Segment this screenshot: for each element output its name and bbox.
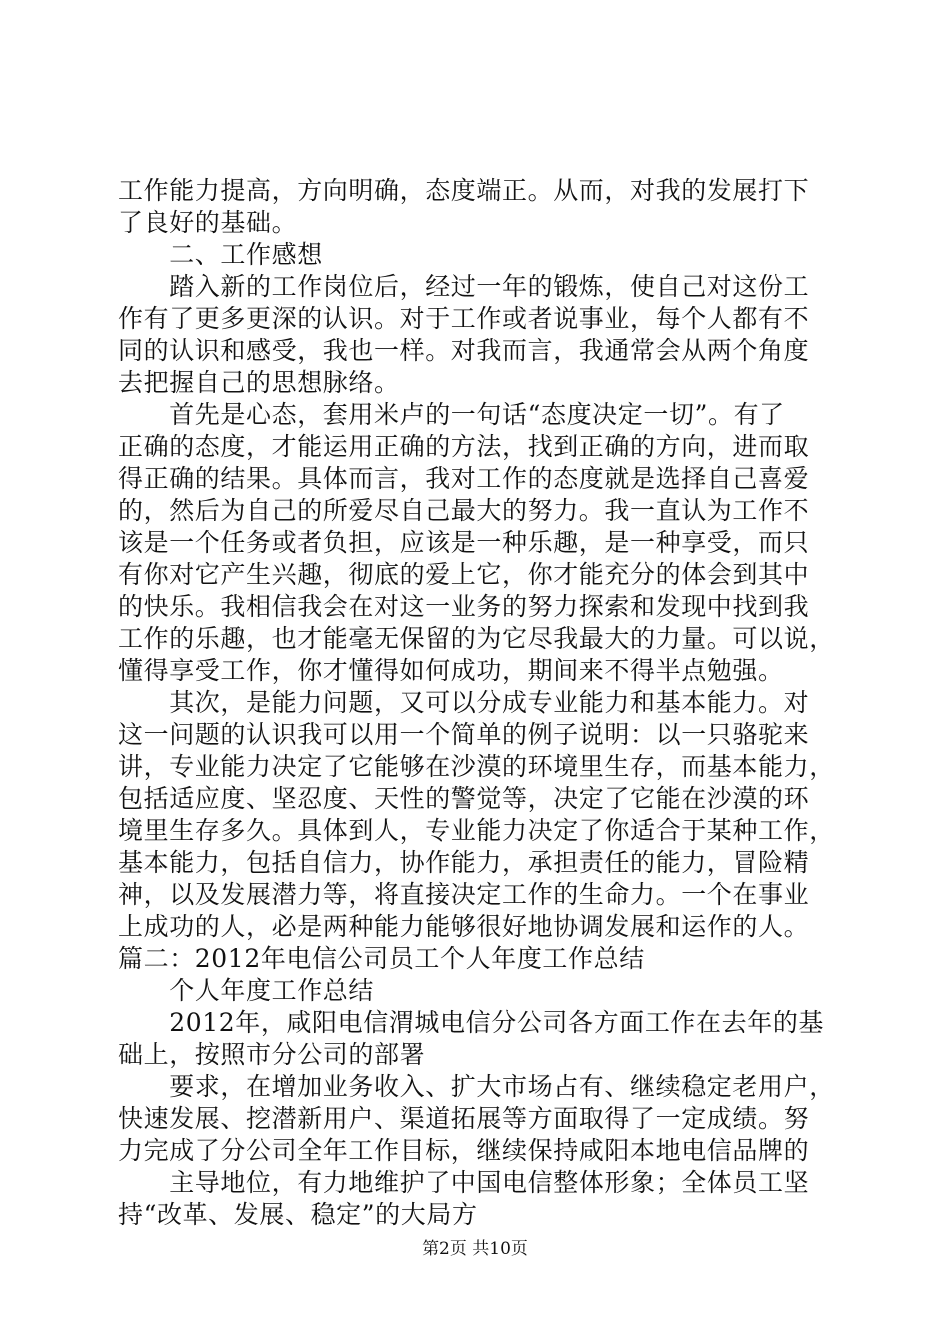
text-line: 础上，按照市分公司的部署	[118, 1040, 426, 1069]
text-line: 踏入新的工作岗位后，经过一年的锻炼，使自己对这份工	[118, 272, 810, 301]
text-line: 上成功的人，必是两种能力能够很好地协调发展和运作的人。	[118, 912, 810, 941]
text-line: 去把握自己的思想脉络。	[118, 368, 400, 397]
text-line: 作有了更多更深的认识。对于工作或者说事业，每个人都有不	[118, 304, 810, 333]
text-line: 首先是心态，套用米卢的一句话“态度决定一切”。有了	[118, 400, 785, 429]
text-line: 同的认识和感受，我也一样。对我而言，我通常会从两个角度	[118, 336, 810, 365]
text-line: 正确的态度，才能运用正确的方法，找到正确的方向，进而取	[118, 432, 810, 461]
text-line: 有你对它产生兴趣，彻底的爱上它，你才能充分的体会到其中	[118, 560, 810, 589]
text-line: 该是一个任务或者负担，应该是一种乐趣，是一种享受，而只	[118, 528, 810, 557]
section-heading: 二、工作感想	[118, 240, 323, 269]
text-line: 基本能力，包括自信力，协作能力，承担责任的能力，冒险精	[118, 848, 810, 877]
text-line: 工作的乐趣，也才能毫无保留的为它尽我最大的力量。可以说，	[118, 624, 835, 653]
text-line: 的快乐。我相信我会在对这一业务的努力探索和发现中找到我	[118, 592, 810, 621]
text-line: 得正确的结果。具体而言，我对工作的态度就是选择自己喜爱	[118, 464, 810, 493]
text-line: 工作能力提高，方向明确，态度端正。从而，对我的发展打下	[118, 176, 810, 205]
text-line: 懂得享受工作，你才懂得如何成功，期间来不得半点勉强。	[118, 656, 784, 685]
text-line: 了良好的基础。	[118, 208, 298, 237]
text-line: 主导地位，有力地维护了中国电信整体形象；全体员工坚	[118, 1168, 810, 1197]
text-line: 境里生存多久。具体到人，专业能力决定了你适合于某种工作，	[118, 816, 835, 845]
text-line: 包括适应度、坚忍度、天性的警觉等，决定了它能在沙漠的环	[118, 784, 810, 813]
chapter-heading: 篇二：2012年电信公司员工个人年度工作总结	[118, 944, 645, 973]
text-line: 快速发展、挖潜新用户、渠道拓展等方面取得了一定成绩。努	[118, 1104, 810, 1133]
text-line: 要求，在增加业务收入、扩大市场占有、继续稳定老用户，	[118, 1072, 835, 1101]
text-line: 其次，是能力问题，又可以分成专业能力和基本能力。对	[118, 688, 810, 717]
subtitle: 个人年度工作总结	[118, 976, 375, 1005]
page-number: 第2页 共10页	[422, 1239, 528, 1259]
text-line: 神，以及发展潜力等，将直接决定工作的生命力。一个在事业	[118, 880, 810, 909]
text-line: 2012年，咸阳电信渭城电信分公司各方面工作在去年的基	[118, 1008, 825, 1037]
text-line: 的，然后为自己的所爱尽自己最大的努力。我一直认为工作不	[118, 496, 810, 525]
text-line: 力完成了分公司全年工作目标，继续保持咸阳本地电信品牌的	[118, 1136, 810, 1165]
text-line: 讲，专业能力决定了它能够在沙漠的环境里生存，而基本能力，	[118, 752, 835, 781]
text-line: 这一问题的认识我可以用一个简单的例子说明：以一只骆驼来	[118, 720, 810, 749]
text-line: 持“改革、发展、稳定”的大局方	[118, 1200, 478, 1229]
